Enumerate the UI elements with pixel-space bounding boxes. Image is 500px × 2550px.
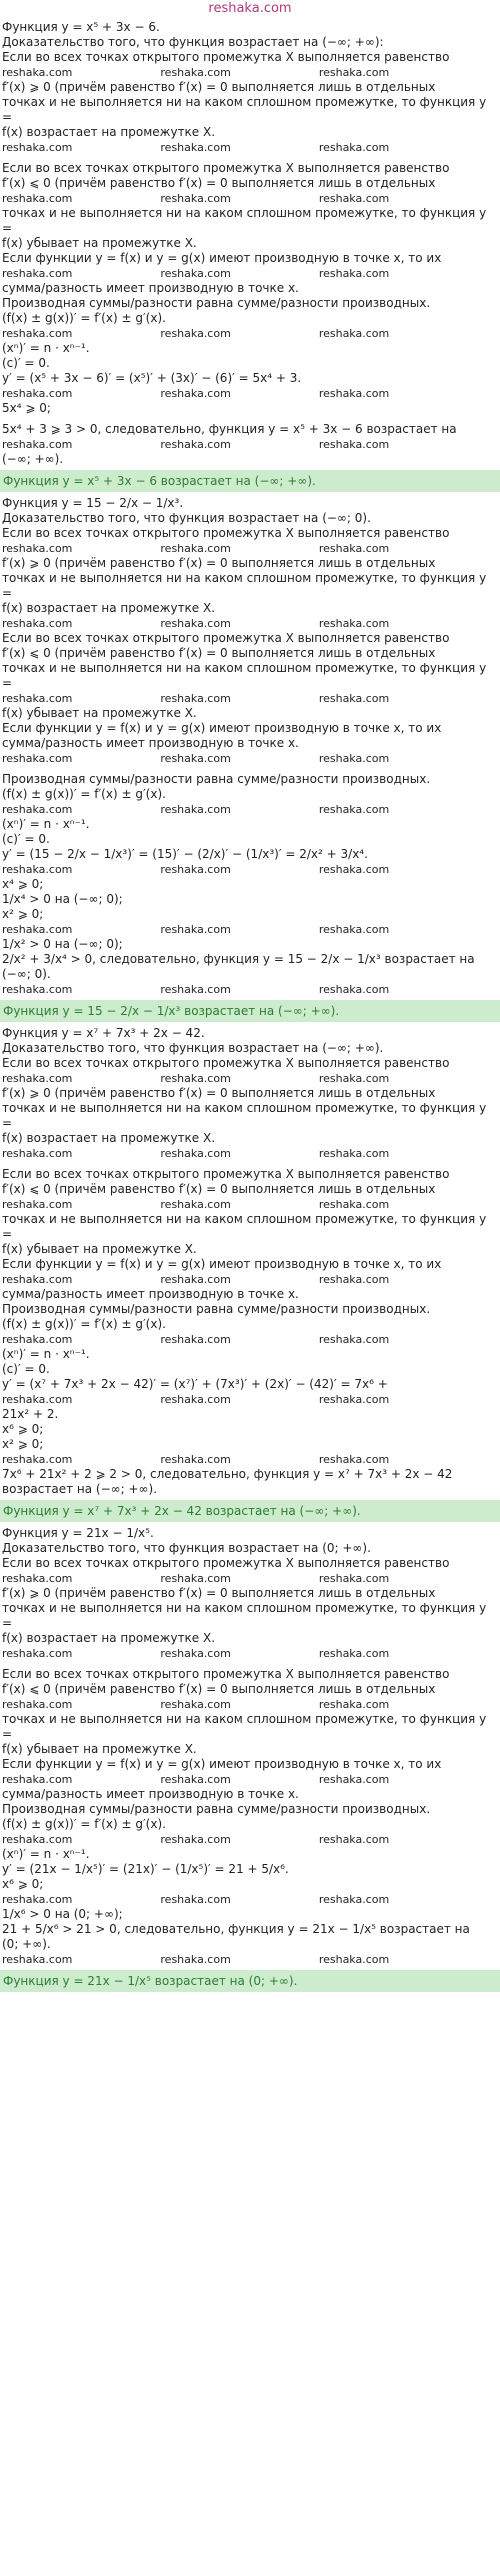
watermark-text: reshaka.com bbox=[160, 267, 231, 280]
watermark-text: reshaka.com bbox=[2, 327, 73, 340]
watermark-text: reshaka.com bbox=[318, 141, 390, 154]
proof-line: f′(x) ⩽ 0 (причём равенство f′(x) = 0 выполняется лишь в отдельных bbox=[2, 176, 436, 190]
watermark-text: reshaka.com bbox=[160, 863, 231, 876]
function-title: Функция y = x⁵ + 3x − 6. bbox=[2, 20, 160, 34]
proof-line: f(x) убывает на промежутке X. bbox=[2, 1242, 197, 1256]
watermark-text: reshaka.com bbox=[318, 923, 390, 936]
watermark-text: reshaka.com bbox=[2, 863, 73, 876]
proof-line: f(x) убывает на промежутке X. bbox=[2, 1742, 197, 1756]
proof-line: Если функции y = f(x) и y = g(x) имеют производную в точке x, то их bbox=[2, 1257, 442, 1271]
watermark-row bbox=[0, 751, 500, 766]
proof-line: f′(x) ⩾ 0 (причём равенство f′(x) = 0 выполняется лишь в отдельных bbox=[2, 1086, 436, 1100]
watermark-row bbox=[0, 1452, 500, 1467]
proof-line: (xⁿ)′ = n · xⁿ⁻¹. bbox=[2, 817, 90, 831]
watermark-row bbox=[0, 1071, 500, 1086]
watermark-text: reshaka.com bbox=[2, 1198, 73, 1211]
watermark-row bbox=[0, 191, 500, 206]
proof-line: точках и не выполняется ни на каком сплошном промежутке, то функция y = bbox=[2, 95, 487, 124]
proof-line: (xⁿ)′ = n · xⁿ⁻¹. bbox=[2, 1347, 90, 1361]
solution-block bbox=[0, 1026, 500, 1522]
watermark-row bbox=[0, 266, 500, 281]
proof-line: f(x) возрастает на промежутке X. bbox=[2, 1631, 216, 1645]
watermark-text: reshaka.com bbox=[2, 542, 73, 555]
watermark-text: reshaka.com bbox=[2, 1698, 73, 1711]
proof-line: сумма/разность имеет производную в точке x. bbox=[2, 1787, 299, 1801]
watermark-text: reshaka.com bbox=[318, 267, 390, 280]
watermark-text: reshaka.com bbox=[2, 1333, 73, 1346]
watermark-row bbox=[0, 922, 500, 937]
watermark-text: reshaka.com bbox=[318, 1698, 390, 1711]
proof-line: 21 + 5/x⁶ > 21 > 0, следовательно, функция y = 21x − 1/x⁵ возрастает на bbox=[2, 1922, 470, 1936]
proof-line: (0; +∞). bbox=[2, 1937, 51, 1951]
site-header[interactable]: reshaka.com bbox=[208, 1, 292, 16]
watermark-text: reshaka.com bbox=[160, 327, 231, 340]
proof-line: 5x⁴ ⩾ 0; bbox=[2, 401, 51, 415]
watermark-row bbox=[0, 802, 500, 817]
proof-line: f(x) убывает на промежутке X. bbox=[2, 236, 197, 250]
proof-line: f(x) возрастает на промежутке X. bbox=[2, 125, 216, 139]
function-title: Функция y = x⁷ + 7x³ + 2x − 42. bbox=[2, 1026, 205, 1040]
watermark-text: reshaka.com bbox=[2, 1893, 73, 1906]
watermark-text: reshaka.com bbox=[318, 617, 390, 630]
proof-line: сумма/разность имеет производную в точке x. bbox=[2, 1287, 299, 1301]
proof-line: (f(x) ± g(x))′ = f′(x) ± g′(x). bbox=[2, 311, 166, 325]
proof-line: x² ⩾ 0; bbox=[2, 1437, 44, 1451]
watermark-text: reshaka.com bbox=[160, 1198, 231, 1211]
watermark-text: reshaka.com bbox=[160, 1572, 231, 1585]
proof-line: Если во всех точках открытого промежутка X выполняется равенство bbox=[2, 526, 450, 540]
proof-line: Если во всех точках открытого промежутка X выполняется равенство bbox=[2, 1056, 450, 1070]
proof-line: f(x) убывает на промежутке X. bbox=[2, 706, 197, 720]
watermark-text: reshaka.com bbox=[318, 66, 390, 79]
proof-line: сумма/разность имеет производную в точке x. bbox=[2, 281, 299, 295]
watermark-row bbox=[0, 1952, 500, 1967]
watermark-text: reshaka.com bbox=[318, 1773, 390, 1786]
watermark-text: reshaka.com bbox=[160, 692, 231, 705]
watermark-text: reshaka.com bbox=[2, 1953, 73, 1966]
proof-line: (xⁿ)′ = n · xⁿ⁻¹. bbox=[2, 1847, 90, 1861]
watermark-text: reshaka.com bbox=[160, 1333, 231, 1346]
solution-block bbox=[0, 1526, 500, 1992]
proof-line: точках и не выполняется ни на каком сплошном промежутке, то функция y = bbox=[2, 206, 487, 235]
watermark-text: reshaka.com bbox=[160, 542, 231, 555]
watermark-text: reshaka.com bbox=[318, 327, 390, 340]
proof-line: Если во всех точках открытого промежутка X выполняется равенство bbox=[2, 631, 450, 645]
proof-line: Доказательство того, что функция возрастает на (−∞; +∞): bbox=[2, 35, 384, 49]
result-highlight: Функция y = x⁵ + 3x − 6 возрастает на (−∞; +∞). bbox=[0, 470, 500, 492]
watermark-row bbox=[0, 1646, 500, 1661]
proof-line: Доказательство того, что функция возрастает на (−∞; +∞). bbox=[2, 1041, 384, 1055]
proof-line: f′(x) ⩽ 0 (причём равенство f′(x) = 0 выполняется лишь в отдельных bbox=[2, 1682, 436, 1696]
watermark-text: reshaka.com bbox=[2, 923, 73, 936]
proof-line: f′(x) ⩽ 0 (причём равенство f′(x) = 0 выполняется лишь в отдельных bbox=[2, 1182, 436, 1196]
watermark-text: reshaka.com bbox=[318, 542, 390, 555]
proof-line: f(x) возрастает на промежутке X. bbox=[2, 1131, 216, 1145]
watermark-text: reshaka.com bbox=[160, 1647, 231, 1660]
watermark-text: reshaka.com bbox=[160, 1833, 231, 1846]
watermark-row bbox=[0, 862, 500, 877]
proof-line: (c)′ = 0. bbox=[2, 1362, 50, 1376]
watermark-text: reshaka.com bbox=[160, 1953, 231, 1966]
proof-line: y′ = (15 − 2/x − 1/x³)′ = (15)′ − (2/x)′ − (1/x³)′ = 2/x² + 3/x⁴. bbox=[2, 847, 368, 861]
watermark-text: reshaka.com bbox=[160, 1893, 231, 1906]
proof-line: 2/x² + 3/x⁴ > 0, следовательно, функция y = 15 − 2/x − 1/x³ возрастает на bbox=[2, 952, 475, 966]
proof-line: (xⁿ)′ = n · xⁿ⁻¹. bbox=[2, 341, 90, 355]
proof-line: y′ = (21x − 1/x⁵)′ = (21x)′ − (1/x⁵)′ = 21 + 5/x⁶. bbox=[2, 1862, 289, 1876]
proof-line: f(x) возрастает на промежутке X. bbox=[2, 601, 216, 615]
proof-line: Производная суммы/разности равна сумме/разности производных. bbox=[2, 1302, 431, 1316]
watermark-text: reshaka.com bbox=[318, 387, 390, 400]
proof-line: 1/x⁶ > 0 на (0; +∞); bbox=[2, 1907, 123, 1921]
proof-line: (c)′ = 0. bbox=[2, 356, 50, 370]
watermark-text: reshaka.com bbox=[318, 1273, 390, 1286]
watermark-text: reshaka.com bbox=[160, 387, 231, 400]
proof-line: Если во всех точках открытого промежутка X выполняется равенство bbox=[2, 1667, 450, 1681]
watermark-text: reshaka.com bbox=[318, 983, 390, 996]
watermark-text: reshaka.com bbox=[160, 141, 231, 154]
watermark-text: reshaka.com bbox=[160, 1147, 231, 1160]
proof-line: 1/x² > 0 на (−∞; 0); bbox=[2, 937, 123, 951]
watermark-text: reshaka.com bbox=[160, 1773, 231, 1786]
watermark-text: reshaka.com bbox=[318, 1147, 390, 1160]
result-highlight: Функция y = 15 − 2/x − 1/x³ возрастает на (−∞; +∞). bbox=[0, 1000, 500, 1022]
proof-line: x⁶ ⩾ 0; bbox=[2, 1877, 44, 1891]
watermark-text: reshaka.com bbox=[2, 803, 73, 816]
watermark-text: reshaka.com bbox=[2, 1393, 73, 1406]
proof-line: (−∞; +∞). bbox=[2, 452, 64, 466]
watermark-row bbox=[0, 1197, 500, 1212]
watermark-text: reshaka.com bbox=[318, 692, 390, 705]
proof-line: f′(x) ⩾ 0 (причём равенство f′(x) = 0 выполняется лишь в отдельных bbox=[2, 80, 436, 94]
proof-line: Если функции y = f(x) и y = g(x) имеют производную в точке x, то их bbox=[2, 251, 442, 265]
watermark-text: reshaka.com bbox=[318, 1953, 390, 1966]
watermark-text: reshaka.com bbox=[2, 1647, 73, 1660]
watermark-text: reshaka.com bbox=[318, 1393, 390, 1406]
proof-line: f′(x) ⩽ 0 (причём равенство f′(x) = 0 выполняется лишь в отдельных bbox=[2, 646, 436, 660]
watermark-text: reshaka.com bbox=[2, 1072, 73, 1085]
solution-block bbox=[0, 496, 500, 1022]
watermark-row bbox=[0, 140, 500, 155]
watermark-text: reshaka.com bbox=[2, 192, 73, 205]
watermark-text: reshaka.com bbox=[2, 752, 73, 765]
proof-line: Доказательство того, что функция возрастает на (0; +∞). bbox=[2, 1541, 371, 1555]
watermark-row bbox=[0, 65, 500, 80]
watermark-text: reshaka.com bbox=[160, 1393, 231, 1406]
proof-line: точках и не выполняется ни на каком сплошном промежутке, то функция y = bbox=[2, 1601, 487, 1630]
proof-line: Доказательство того, что функция возрастает на (−∞; 0). bbox=[2, 511, 371, 525]
watermark-text: reshaka.com bbox=[160, 192, 231, 205]
watermark-text: reshaka.com bbox=[2, 387, 73, 400]
watermark-text: reshaka.com bbox=[2, 983, 73, 996]
watermark-text: reshaka.com bbox=[2, 141, 73, 154]
function-title: Функция y = 15 − 2/x − 1/x³. bbox=[2, 496, 184, 510]
watermark-text: reshaka.com bbox=[160, 1453, 231, 1466]
watermark-text: reshaka.com bbox=[160, 438, 231, 451]
proof-line: f′(x) ⩾ 0 (причём равенство f′(x) = 0 выполняется лишь в отдельных bbox=[2, 556, 436, 570]
watermark-text: reshaka.com bbox=[160, 752, 231, 765]
proof-line: 21x² + 2. bbox=[2, 1407, 59, 1421]
watermark-text: reshaka.com bbox=[2, 1273, 73, 1286]
solution-block bbox=[0, 20, 500, 492]
proof-line: Если функции y = f(x) и y = g(x) имеют производную в точке x, то их bbox=[2, 721, 442, 735]
function-title: Функция y = 21x − 1/x⁵. bbox=[2, 1526, 154, 1540]
proof-line: точках и не выполняется ни на каком сплошном промежутке, то функция y = bbox=[2, 661, 487, 690]
watermark-text: reshaka.com bbox=[2, 692, 73, 705]
proof-line: (f(x) ± g(x))′ = f′(x) ± g′(x). bbox=[2, 787, 166, 801]
watermark-text: reshaka.com bbox=[318, 1198, 390, 1211]
watermark-text: reshaka.com bbox=[2, 66, 73, 79]
watermark-text: reshaka.com bbox=[2, 617, 73, 630]
proof-line: (f(x) ± g(x))′ = f′(x) ± g′(x). bbox=[2, 1817, 166, 1831]
proof-line: Если во всех точках открытого промежутка X выполняется равенство bbox=[2, 161, 450, 175]
watermark-text: reshaka.com bbox=[318, 1572, 390, 1585]
watermark-text: reshaka.com bbox=[160, 617, 231, 630]
proof-line: Если во всех точках открытого промежутка X выполняется равенство bbox=[2, 1167, 450, 1181]
watermark-text: reshaka.com bbox=[318, 752, 390, 765]
proof-line: Производная суммы/разности равна сумме/разности производных. bbox=[2, 772, 431, 786]
watermark-text: reshaka.com bbox=[318, 803, 390, 816]
proof-line: Если функции y = f(x) и y = g(x) имеют производную в точке x, то их bbox=[2, 1757, 442, 1771]
proof-line: (f(x) ± g(x))′ = f′(x) ± g′(x). bbox=[2, 1317, 166, 1331]
watermark-row bbox=[0, 1272, 500, 1287]
proof-line: 1/x⁴ > 0 на (−∞; 0); bbox=[2, 892, 123, 906]
watermark-text: reshaka.com bbox=[318, 192, 390, 205]
watermark-text: reshaka.com bbox=[160, 983, 231, 996]
watermark-row bbox=[0, 1772, 500, 1787]
watermark-text: reshaka.com bbox=[2, 1453, 73, 1466]
watermark-text: reshaka.com bbox=[160, 803, 231, 816]
watermark-row bbox=[0, 1332, 500, 1347]
watermark-row bbox=[0, 1892, 500, 1907]
solution-content bbox=[0, 20, 500, 1996]
proof-line: точках и не выполняется ни на каком сплошном промежутке, то функция y = bbox=[2, 1712, 487, 1741]
result-highlight: Функция y = x⁷ + 7x³ + 2x − 42 возрастает на (−∞; +∞). bbox=[0, 1500, 500, 1522]
watermark-row bbox=[0, 1832, 500, 1847]
proof-line: 7x⁶ + 21x² + 2 ⩾ 2 > 0, следовательно, функция y = x⁷ + 7x³ + 2x − 42 bbox=[2, 1467, 453, 1481]
watermark-row bbox=[0, 1392, 500, 1407]
proof-line: (−∞; 0). bbox=[2, 967, 51, 981]
watermark-text: reshaka.com bbox=[318, 1647, 390, 1660]
watermark-text: reshaka.com bbox=[160, 1273, 231, 1286]
proof-line: y′ = (x⁵ + 3x − 6)′ = (x⁵)′ + (3x)′ − (6)′ = 5x⁴ + 3. bbox=[2, 371, 302, 385]
proof-line: Производная суммы/разности равна сумме/разности производных. bbox=[2, 296, 431, 310]
watermark-text: reshaka.com bbox=[2, 1833, 73, 1846]
watermark-text: reshaka.com bbox=[318, 1833, 390, 1846]
proof-line: 5x⁴ + 3 ⩾ 3 > 0, следовательно, функция y = x⁵ + 3x − 6 возрастает на bbox=[2, 422, 457, 436]
watermark-text: reshaka.com bbox=[318, 863, 390, 876]
proof-line: Если во всех точках открытого промежутка X выполняется равенство bbox=[2, 50, 450, 64]
watermark-row bbox=[0, 691, 500, 706]
watermark-text: reshaka.com bbox=[318, 1893, 390, 1906]
proof-line: x⁶ ⩾ 0; bbox=[2, 1422, 44, 1436]
proof-line: возрастает на (−∞; +∞). bbox=[2, 1482, 158, 1496]
watermark-row bbox=[0, 437, 500, 452]
watermark-text: reshaka.com bbox=[160, 1072, 231, 1085]
proof-line: (c)′ = 0. bbox=[2, 832, 50, 846]
watermark-text: reshaka.com bbox=[2, 267, 73, 280]
watermark-row bbox=[0, 1571, 500, 1586]
proof-line: Если во всех точках открытого промежутка X выполняется равенство bbox=[2, 1556, 450, 1570]
watermark-text: reshaka.com bbox=[160, 1698, 231, 1711]
watermark-row bbox=[0, 541, 500, 556]
proof-line: f′(x) ⩾ 0 (причём равенство f′(x) = 0 выполняется лишь в отдельных bbox=[2, 1586, 436, 1600]
watermark-text: reshaka.com bbox=[318, 1072, 390, 1085]
proof-line: Производная суммы/разности равна сумме/разности производных. bbox=[2, 1802, 431, 1816]
watermark-text: reshaka.com bbox=[318, 438, 390, 451]
proof-line: x⁴ ⩾ 0; bbox=[2, 877, 44, 891]
proof-line: сумма/разность имеет производную в точке x. bbox=[2, 736, 299, 750]
proof-line: точках и не выполняется ни на каком сплошном промежутке, то функция y = bbox=[2, 1101, 487, 1130]
watermark-text: reshaka.com bbox=[160, 66, 231, 79]
result-highlight: Функция y = 21x − 1/x⁵ возрастает на (0; +∞). bbox=[0, 1970, 500, 1992]
watermark-text: reshaka.com bbox=[318, 1453, 390, 1466]
watermark-row bbox=[0, 326, 500, 341]
watermark-text: reshaka.com bbox=[2, 438, 73, 451]
watermark-text: reshaka.com bbox=[2, 1147, 73, 1160]
proof-line: точках и не выполняется ни на каком сплошном промежутке, то функция y = bbox=[2, 1212, 487, 1241]
watermark-row bbox=[0, 1146, 500, 1161]
proof-line: x² ⩾ 0; bbox=[2, 907, 44, 921]
watermark-row bbox=[0, 386, 500, 401]
watermark-row bbox=[0, 982, 500, 997]
watermark-row bbox=[0, 616, 500, 631]
watermark-text: reshaka.com bbox=[318, 1333, 390, 1346]
watermark-text: reshaka.com bbox=[160, 923, 231, 936]
proof-line: точках и не выполняется ни на каком сплошном промежутке, то функция y = bbox=[2, 571, 487, 600]
proof-line: y′ = (x⁷ + 7x³ + 2x − 42)′ = (x⁷)′ + (7x³)′ + (2x)′ − (42)′ = 7x⁶ + bbox=[2, 1377, 388, 1391]
watermark-row bbox=[0, 1697, 500, 1712]
watermark-text: reshaka.com bbox=[2, 1572, 73, 1585]
watermark-text: reshaka.com bbox=[2, 1773, 73, 1786]
